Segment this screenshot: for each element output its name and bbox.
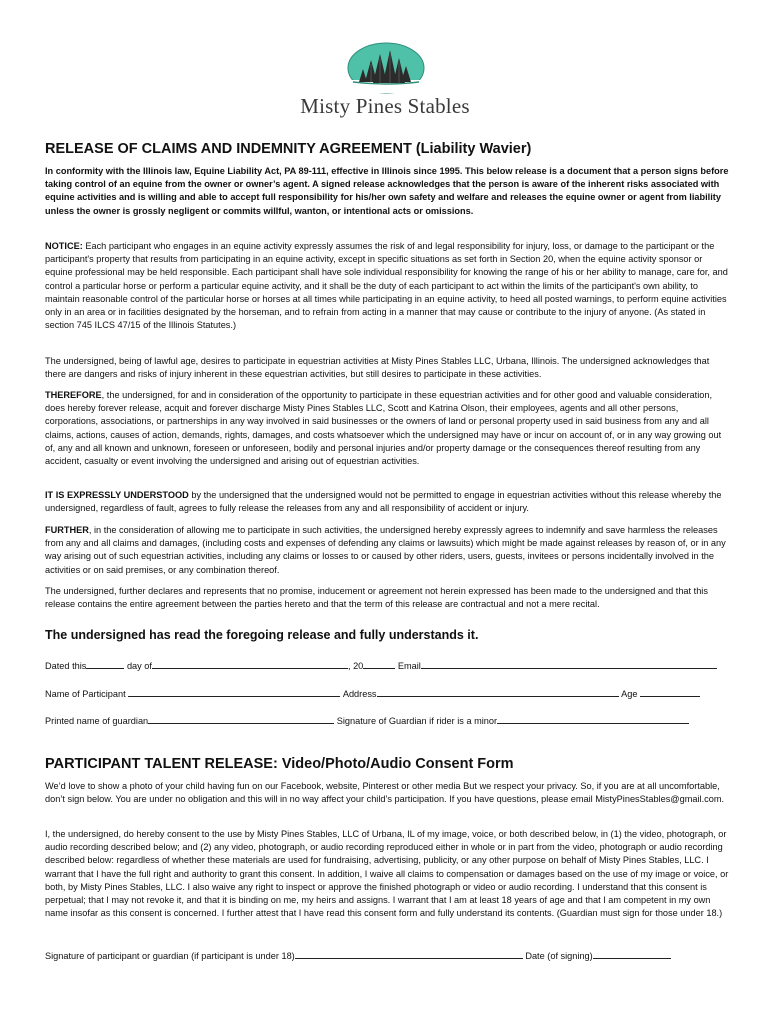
month-field[interactable]: [152, 658, 348, 669]
consent-date-label: Date (of signing): [525, 951, 593, 961]
participant-row: [45, 686, 735, 701]
email-field[interactable]: [421, 658, 717, 669]
participant-name-field[interactable]: [128, 686, 340, 697]
notice-label: NOTICE:: [45, 241, 83, 251]
guardian-signature-field[interactable]: [497, 713, 689, 724]
consent-date-field[interactable]: [593, 948, 671, 959]
guardian-signature-label: Signature of Guardian if rider is a minor: [336, 716, 498, 726]
understood-label: IT IS EXPRESSLY UNDERSTOOD: [45, 490, 189, 500]
therefore-paragraph: [45, 389, 729, 468]
consent-title: PARTICIPANT TALENT RELEASE: Video/Photo/Audio Consent Form: [45, 756, 514, 772]
brand-name: Misty Pines Stables: [300, 94, 470, 118]
dated-day-field[interactable]: [86, 658, 124, 669]
release-title: RELEASE OF CLAIMS AND INDEMNITY AGREEMENT (Liability Wavier): [45, 141, 532, 157]
understood-paragraph: [45, 489, 729, 515]
release-intro: In conformity with the Illinois law, Equine Liability Act, PA 89-111, effective in Illinois since 1995. This below release is a document that a person signs before taking control of an equine from the owner or owner’s agent. A signed release acknowledges that the person is aware of the inherent risks associated with equine activities and is willing and able to accept full responsibility for his/her own safety and welfare and releases the equine owner or agent from liability unless the owner is grossly negligent or commits willful, wanton, or intentional acts or omissions.: [45, 166, 729, 216]
declares-paragraph: The undersigned, further declares and represents that no promise, inducement or agreement not herein expressed has been made to the undersigned and that this release contains the entire agreement between the parties hereto and that the term of this release are contractual and not a mere recital.: [45, 586, 708, 610]
therefore-text: , the undersigned, for and in consideration of the opportunity to participate in these equestrian activities and for other good and valuable consideration, does hereby forever release, acquit and forever discharge Misty Pines Stables LLC, Scott and Katrina Olson, their employees, agents and all other persons, corporations, associations, or partnerships in any way involved in said businesses or the owners of land or personal property used in said business from any and all claims, actions, causes of action, demands, rights, damages, and costs whatsoever which the undersigned may have or incur on account of, or in any way growing out of, any and all known and unknown, foreseen or unforeseen, bodily and personal injuries and/or property damage or the consequences thereof resulting from any accident, casualty or event involving the undersigned and arising out of equestrian activities.: [45, 390, 722, 467]
read-heading: The undersigned has read the foregoing release and fully understands it.: [45, 628, 479, 642]
age-field[interactable]: [640, 686, 700, 697]
pine-trees-logo-icon: [347, 42, 425, 94]
address-field[interactable]: [377, 686, 619, 697]
address-label: Address: [342, 689, 377, 699]
consent-signature-row: [45, 948, 735, 963]
guardian-row: [45, 713, 735, 728]
year-field[interactable]: [363, 658, 395, 669]
age-label: Age: [621, 689, 638, 699]
further-paragraph: [45, 524, 729, 577]
guardian-name-label: Printed name of guardian: [45, 716, 149, 726]
dated-label: Dated this: [45, 661, 87, 671]
notice-text: Each participant who engages in an equine activity expressly assumes the risk of and legal responsibility for injury, loss, or damage to the participant or the participant's property that results from participating in an equine activity, except in specific situations as set forth in Section 20, when the equine activity sponsor or equine professional may be held responsible. Each participant shall have sole individual responsibility for knowing the range of his or her ability to manage, care for, and control a particular horse or perform a particular equine activity, and it shall be the duty of each participant to act within the limits of the participant's own ability, to maintain reasonable control of the particular horse or horses at all times while participating in an equine activity, to heed all posted warnings, to perform equine activities only in an area or in facilities designated by the horseman, and to refrain from acting in a manner that may cause or contribute to the injury of anyone. (As stated in section 745 ILCS 47/15 of the Illinois Statutes.): [45, 241, 728, 331]
email-label: Email: [397, 661, 421, 671]
therefore-label: THEREFORE: [45, 390, 102, 400]
guardian-name-field[interactable]: [148, 713, 334, 724]
consent-signature-field[interactable]: [295, 948, 523, 959]
understood-text: by the undersigned that the undersigned would not be permitted to engage in equestrian activities without this release whereby the undersigned, regardless of fault, agrees to fully release the releases from any and all responsibility of accident or injury.: [45, 490, 722, 514]
further-label: FURTHER: [45, 525, 89, 535]
notice-paragraph: [45, 240, 729, 332]
consent-signature-label: Signature of participant or guardian (if participant is under 18): [45, 951, 295, 961]
day-of-label: day of: [126, 661, 152, 671]
consent-body: I, the undersigned, do hereby consent to the use by Misty Pines Stables, LLC of Urbana, IL of my image, voice, or both described below, in (1) the video, photograph, or audio recording described below; and (2) any video, photograph, or audio recording reproduced either in whole or in part from the video, photograph or audio recording described below: regardless of whether these materials are used for fundraising, advertising, publicity, or any other purpose on behalf of Misty Pines Stables, LLC. I warrant that I have the full right and authority to grant this consent. In addition, I waive all claims to compensation or damages based on the use of my image or voice, or both, by Misty Pines Stables, LLC. I also waive any right to inspect or approve the finished photograph or video or audio recording. I understand that this consent is perpetual; that I may not revoke it, and that it is binding on me, my heirs and assigns. I warrant that I am at least 18 years of age and that I am competent in my own name insofar as this consent is concerned. I further attest that I have read this consent form and fully understand its contents. (Guardian must sign for those under 18.): [45, 829, 729, 919]
further-text: , in the consideration of allowing me to participate in such activities, the undersigned hereby expressly agrees to indemnify and save harmless the releases from any and all claims and damages, (including costs and expenses of defending any claims or lawsuits) which might be made against releases by reason of, or in any way arising out of such equestrian activities, including any claims or losses to or caused by other riders, users, guests, invitees or persons incidentally involved in the activities or on said premises, or any combination thereof.: [45, 525, 726, 575]
year-label: , 20: [347, 661, 364, 671]
consent-intro: We’d love to show a photo of your child having fun on our Facebook, website, Pinterest or other media But we respect your privacy. So, if you are at all uncomfortable, don’t sign below. You are under no obligation and this will in no way affect your child’s participation. If you have questions, please email MistyPinesStables@gmail.com.: [45, 781, 725, 805]
dated-row: [45, 658, 735, 673]
undersigned-paragraph: The undersigned, being of lawful age, desires to participate in equestrian activities at Misty Pines Stables LLC, Urbana, Illinois. The undersigned acknowledges that there are dangers and risks of injury inherent in these equestrian activities, but still desires to participate in these activities.: [45, 356, 710, 380]
participant-label: Name of Participant: [45, 689, 126, 699]
